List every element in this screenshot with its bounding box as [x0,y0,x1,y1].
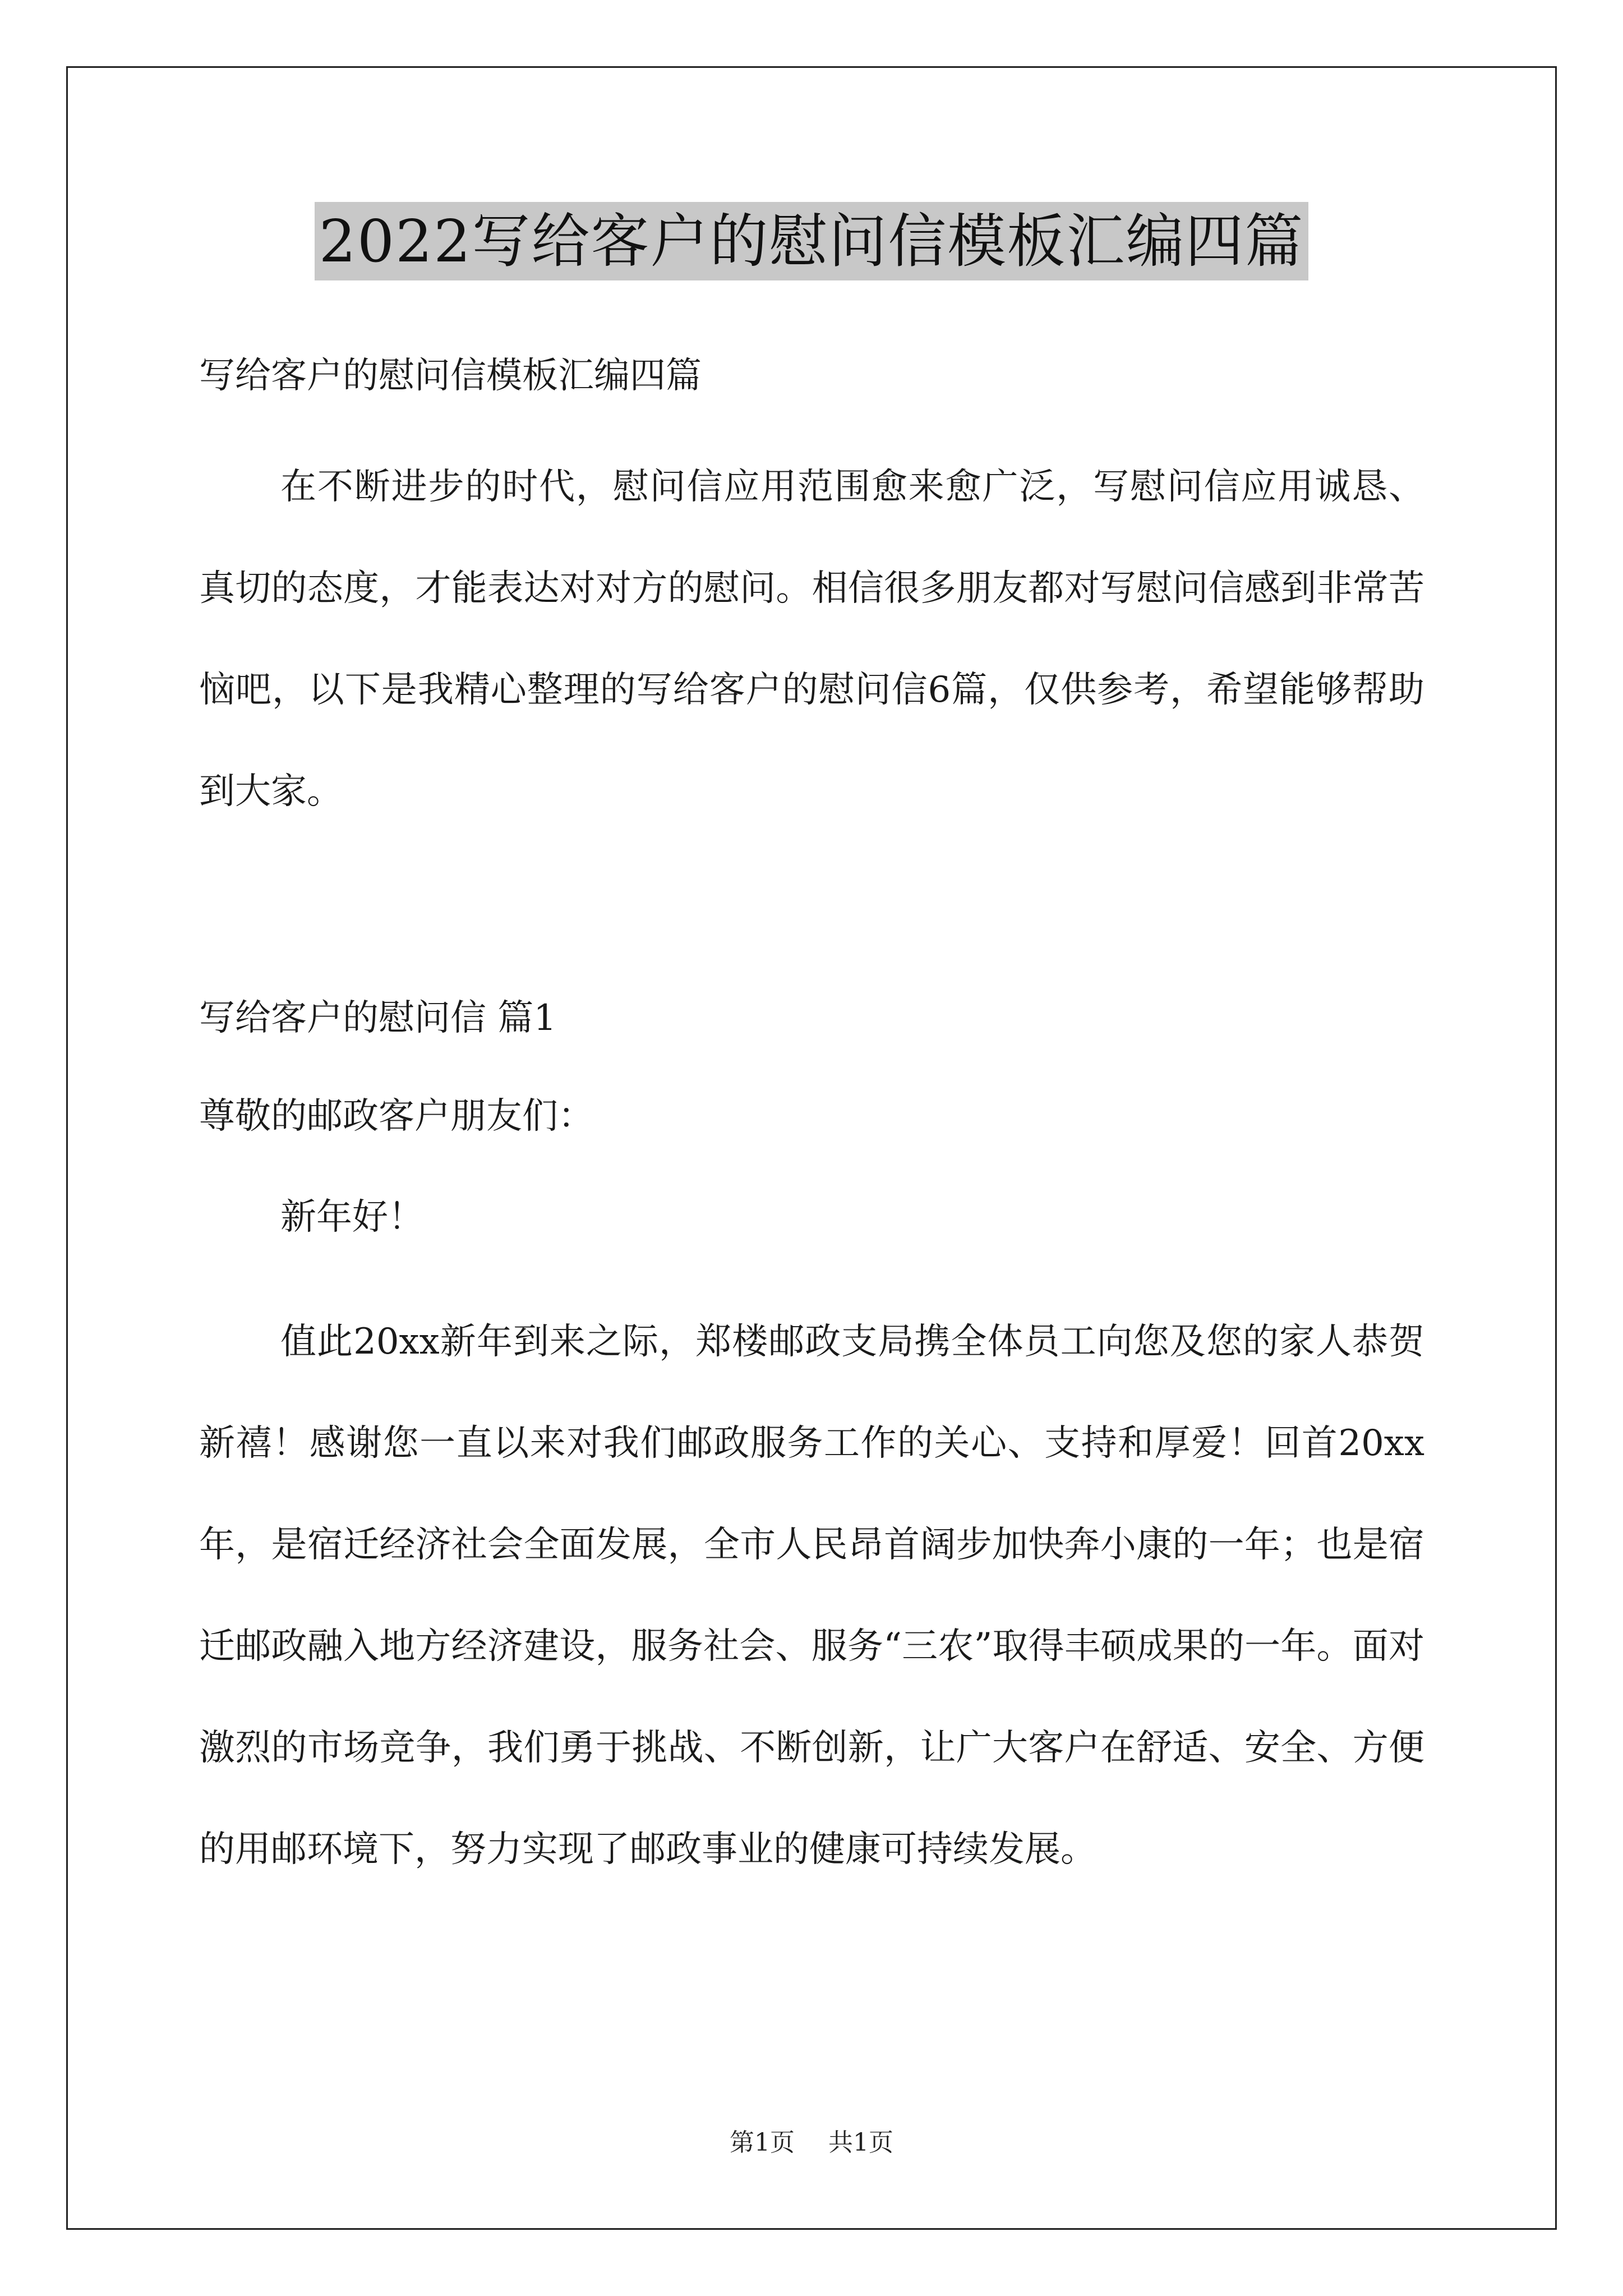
document-title: 2022写给客户的慰问信模板汇编四篇 [315,202,1309,280]
intro-paragraph: 在不断进步的时代，慰问信应用范围愈来愈广泛，写慰问信应用诚恳、真切的态度，才能表达对对方的慰问。相信很多朋友都对写慰问信感到非常苦恼吧，以下是我精心整理的写给客户的慰问信6篇，仅供参考，希望能够帮助到大家。 [199,466,1424,812]
document-subtitle: 写给客户的慰问信模板汇编四篇 [199,355,702,397]
page-number: 第1页 [730,2128,795,2157]
body-paragraph: 值此20xx新年到来之际，郑楼邮政支局携全体员工向您及您的家人恭贺新禧！感谢您一直以来对我们邮政服务工作的关心、支持和厚爱！回首20xx年，是宿迁经济社会全面发展，全市人民昂首阔步加快奔小康的一年；也是宿迁邮政融入地方经济建设，服务社会、服务“三农”取得丰硕成果的一年。面对激烈的市场竞争，我们勇于挑战、不断创新，让广大客户在舒适、安全、方便的用邮环境下，努力实现了邮政事业的健康可持续发展。 [199,1321,1424,1870]
salutation: 尊敬的邮政客户朋友们： [199,1096,594,1137]
title-container [0,202,1623,280]
page-footer [0,2126,1623,2160]
page-total: 共1页 [828,2128,893,2157]
section-heading: 写给客户的慰问信 篇1 [199,997,557,1039]
greeting: 新年好！ [280,1197,424,1238]
